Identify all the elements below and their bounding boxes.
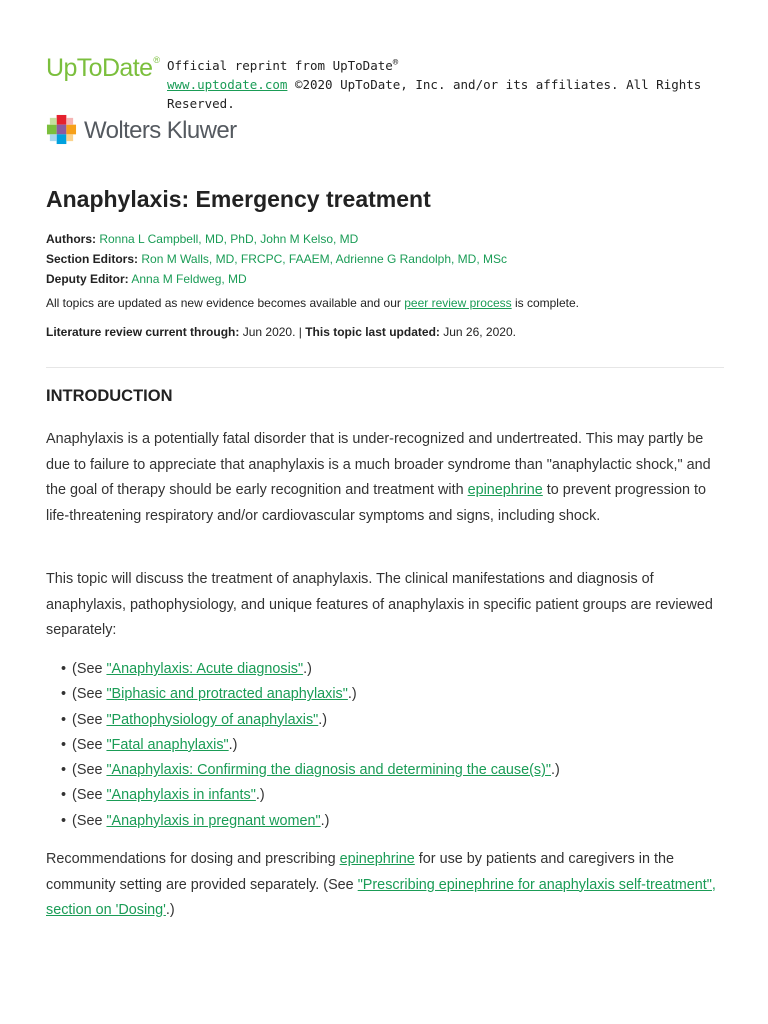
reprint-reg-mark: ®: [392, 58, 399, 68]
list-item: • (See "Anaphylaxis: Confirming the diagnosis and determining the cause(s)".): [61, 758, 560, 783]
uptodate-site-link[interactable]: www.uptodate.com: [167, 77, 288, 93]
authors-names[interactable]: Ronna L Campbell, MD, PhD, John M Kelso, MD: [99, 232, 359, 246]
see-link[interactable]: "Anaphylaxis: Acute diagnosis": [106, 661, 304, 677]
article-credits: [46, 229, 507, 289]
section-divider: [46, 367, 724, 368]
lit-review-date: Jun 2020. |: [239, 325, 306, 339]
deputy-editor-label: Deputy Editor:: [46, 272, 129, 286]
epinephrine-link[interactable]: epinephrine: [339, 851, 415, 867]
last-updated-label: This topic last updated:: [305, 325, 440, 339]
publisher-name: Wolters Kluwer: [84, 117, 237, 144]
update-notice: All topics are updated as new evidence becomes available and our peer review process is complete.: [46, 296, 579, 310]
see-link[interactable]: "Pathophysiology of anaphylaxis": [106, 711, 319, 728]
copyright-text: ©2020 UpToDate, Inc. and/or its affiliates. All Rights Reserved.: [167, 77, 702, 112]
section-heading-introduction: INTRODUCTION: [46, 387, 173, 405]
list-item: • (See "Anaphylaxis in infants".): [61, 783, 560, 808]
see-also-list: [61, 657, 560, 834]
list-item: • (See "Anaphylaxis in pregnant women".): [61, 809, 560, 834]
intro-paragraph-1: Anaphylaxis is a potentially fatal disorder that is under-recognized and undertreated. This may partly be due to failure to appreciate that anaphylaxis is a much broader syndrome than "anaphylactic shock," and the goal of therapy should be early recognition and treatment with epinephrine to prevent progression to life-threatening respiratory and/or cardiovascular symptoms and signs, including shock.: [46, 431, 711, 524]
see-link[interactable]: "Anaphylaxis in pregnant women": [106, 812, 321, 829]
see-link[interactable]: "Anaphylaxis: Confirming the diagnosis and determining the cause(s)": [106, 762, 552, 779]
peer-review-link[interactable]: peer review process: [404, 296, 512, 310]
deputy-editor-name[interactable]: Anna M Feldweg, MD: [131, 272, 247, 286]
section-editors-row: [46, 249, 507, 269]
prescribing-epinephrine-link[interactable]: "Prescribing epinephrine for anaphylaxis self-treatment", section on 'Dosing': [46, 876, 716, 918]
last-updated-date: Jun 26, 2020.: [439, 325, 516, 339]
review-dates: [46, 325, 516, 339]
reprint-header: [46, 52, 724, 112]
reprint-line: Official reprint from UpToDate: [167, 58, 393, 74]
wolters-kluwer-icon: [46, 114, 77, 145]
authors-label: Authors:: [46, 232, 96, 246]
reprint-notice: [167, 54, 724, 113]
section-editors-names[interactable]: Ron M Walls, MD, FRCPC, FAAEM, Adrienne G Randolph, MD, MSc: [141, 252, 508, 266]
article-title: Anaphylaxis: Emergency treatment: [46, 186, 431, 212]
list-item: • (See "Anaphylaxis: Acute diagnosis".): [61, 657, 560, 682]
see-link[interactable]: "Biphasic and protracted anaphylaxis": [106, 686, 348, 703]
deputy-editor-row: [46, 269, 507, 289]
uptodate-logo: UpToDate®: [46, 54, 160, 82]
intro-paragraph-2: This topic will discuss the treatment of anaphylaxis. The clinical manifestations and diagnosis of anaphylaxis, pathophysiology, and unique features of anaphylaxis in specific patient groups are reviewed separately:: [46, 571, 713, 638]
publisher-logo: [46, 114, 346, 150]
section-editors-label: Section Editors:: [46, 252, 139, 266]
intro-paragraph-3: Recommendations for dosing and prescribing epinephrine for use by patients and caregivers in the community setting are provided separately. (See "Prescribing epinephrine for anaphylaxis self-treatment", section on 'Dosing'.): [46, 851, 716, 918]
list-item: • (See "Fatal anaphylaxis".): [61, 733, 560, 758]
see-link[interactable]: "Fatal anaphylaxis": [106, 736, 229, 753]
authors-row: [46, 229, 507, 249]
list-item: • (See "Biphasic and protracted anaphylaxis".): [61, 682, 560, 707]
list-item: • (See "Pathophysiology of anaphylaxis".): [61, 708, 560, 733]
lit-review-label: Literature review current through:: [46, 325, 240, 339]
epinephrine-link[interactable]: epinephrine: [467, 482, 543, 498]
see-link[interactable]: "Anaphylaxis in infants": [106, 787, 256, 804]
